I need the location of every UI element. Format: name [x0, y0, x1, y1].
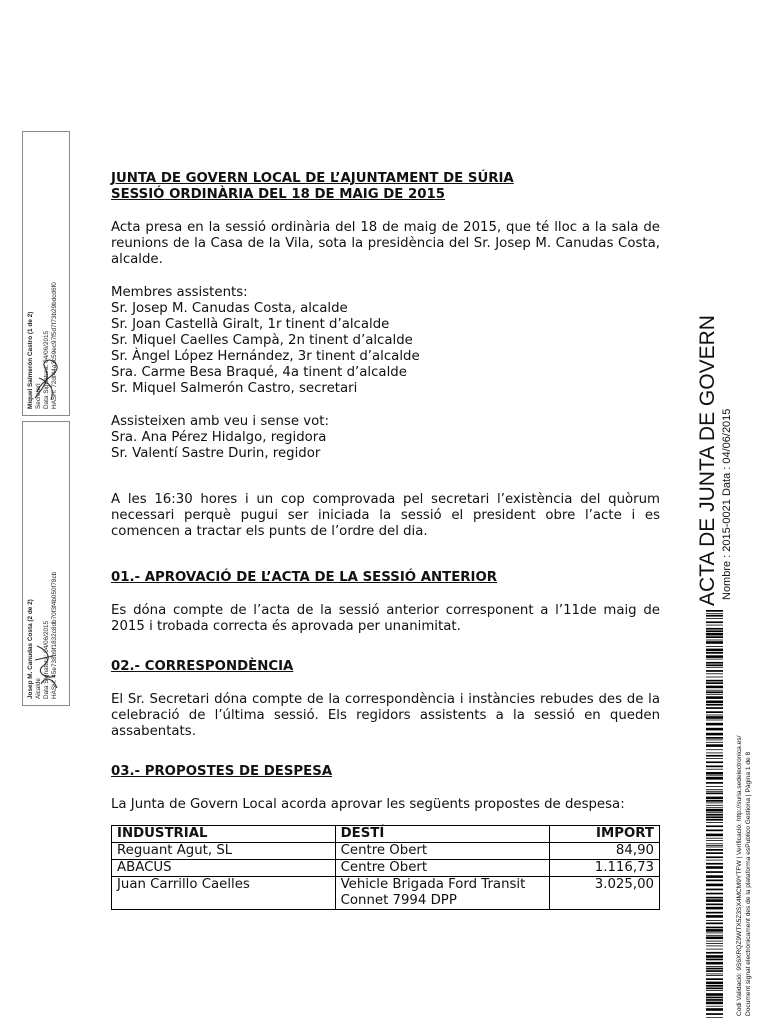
vertical-document-title: ACTA DE JUNTA DE GOVERN: [696, 315, 719, 606]
industrial-cell: Juan Carrillo Caelles: [112, 877, 336, 910]
signature-hash: HASH: 45e738b9f1832c8db70f3f4b050f78cb: [51, 571, 58, 699]
section-heading-01: 01.- APROVACIÓ DE L’ACTA DE LA SESSIÓ ANTERIOR: [111, 570, 498, 585]
members-heading: Membres assistents:: [111, 285, 248, 300]
member-item: Sr. Àngel López Hernández, 3r tinent d’alcalde: [111, 349, 420, 364]
verification-text: [736, 736, 753, 1016]
member-item: Sr. Miquel Caelles Campà, 2n tinent d’alcalde: [111, 333, 413, 348]
signature-date: Data Signatura: 04/06/2015: [43, 620, 50, 699]
table-row: [112, 877, 660, 910]
member-item: Sr. Miquel Salmerón Castro, secretari: [111, 381, 358, 396]
signer-name: Josep M. Canudas Costa (2 de 2): [27, 599, 34, 699]
section-text-02: El Sr. Secretari dóna compte de la correspondència i instàncies rebudes des de la celebració de l’última sessió. Els regidors assistents a la sessió en queden assabentats.: [111, 692, 660, 739]
signature-box-secretary: [22, 131, 70, 416]
section-heading-03: 03.- PROPOSTES DE DESPESA: [111, 764, 333, 779]
opening-paragraph: A les 16:30 hores i un cop comprovada pel secretari l’existència del quòrum necessari perquè pugui ser iniciada la sessió el president obre l’acte i es comencen a tractar els punts de l’ordre del dia.: [111, 492, 660, 539]
intro-paragraph: Acta presa en la sessió ordinària del 18 de maig de 2015, que té lloc a la sala de reunions de la Casa de la Vila, sota la presidència del Sr. Josep M. Canudas Costa, alcalde.: [111, 220, 660, 267]
industrial-cell: ABACUS: [112, 860, 336, 877]
minutes-document: [111, 171, 660, 910]
table-header-row: [112, 826, 660, 843]
expense-table: [111, 825, 660, 910]
industrial-cell: Reguant Agut, SL: [112, 843, 336, 860]
signer-role: Secretari: [35, 383, 42, 409]
import-cell: 3.025,00: [550, 877, 660, 910]
member-item: Sra. Carme Besa Braqué, 4a tinent d’alcalde: [111, 365, 407, 380]
import-cell: 84,90: [550, 843, 660, 860]
signature-date: Data Signatura: 04/06/2015: [43, 330, 50, 409]
signature-box-mayor: [22, 421, 70, 706]
import-cell: 1.116,73: [550, 860, 660, 877]
table-row: [112, 860, 660, 877]
table-row: [112, 843, 660, 860]
column-header-industrial: INDUSTRIAL: [112, 826, 336, 843]
desti-cell: Centre Obert: [335, 843, 550, 860]
signer-name: Miquel Salmerón Castro (1 de 2): [27, 311, 34, 409]
signature-text-block: [27, 139, 59, 409]
column-header-import: IMPORT: [550, 826, 660, 843]
barcode-icon: [706, 610, 723, 1018]
desti-cell: Vehicle Brigada Ford Transit Connet 7994 DPP: [335, 877, 550, 910]
desti-cell: Centre Obert: [335, 860, 550, 877]
member-item: Sr. Joan Castellà Giralt, 1r tinent d’alcalde: [111, 317, 390, 332]
attendee-item: Sr. Valentí Sastre Durin, regidor: [111, 446, 321, 461]
section-text-01: Es dóna compte de l’acta de la sessió anterior corresponent a l’11de maig de 2015 i trobada correcta és aprovada per unanimitat.: [111, 603, 660, 634]
vertical-document-meta: Nombre : 2015-0021 Data : 04/06/2015: [721, 408, 733, 600]
verification-line-1: Codi Validació: 9S6XRQZ9WTX5Z3SX4MCM9YTFW | Verificació: http://suria.sedelectronica.es/: [736, 735, 743, 1016]
document-title-line-1: JUNTA DE GOVERN LOCAL DE L’AJUNTAMENT DE SÚRIA: [111, 171, 514, 186]
member-item: Sr. Josep M. Canudas Costa, alcalde: [111, 301, 348, 316]
column-header-desti: DESTÍ: [335, 826, 550, 843]
attendee-item: Sra. Ana Pérez Hidalgo, regidora: [111, 430, 327, 445]
section-heading-02: 02.- CORRESPONDÈNCIA: [111, 659, 294, 674]
signature-text-block: [27, 429, 59, 699]
attendees-heading: Assisteixen amb veu i sense vot:: [111, 414, 329, 429]
verification-line-2: Document signat electrònicament des de la plataforma esPublico Gestiona | Pàgina 1 de 8: [744, 751, 752, 1016]
section-text-03: La Junta de Govern Local acorda aprovar les següents propostes de despesa:: [111, 797, 625, 812]
signer-role: Alcalde: [35, 678, 42, 699]
document-title-line-2: SESSIÓ ORDINÀRIA DEL 18 DE MAIG DE 2015: [111, 187, 446, 202]
signature-hash: HASH: 72df44a3c59ec97f5d7f73b29bdcd6f0: [51, 282, 58, 409]
